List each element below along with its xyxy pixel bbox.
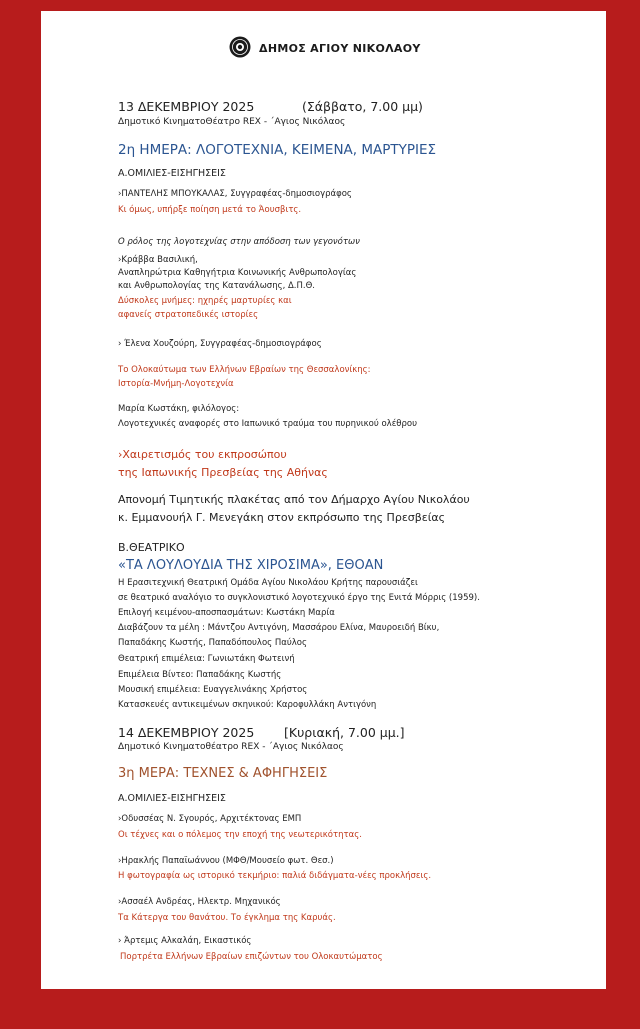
day1-greeting-line2: της Ιαπωνικής Πρεσβείας της Αθήνας <box>118 466 328 479</box>
day2-time: [Κυριακή, 7.00 μμ.] <box>284 725 405 740</box>
play-detail-line: Επιλογή κειμένου-αποσπασμάτων: Κωστάκη Μαρία <box>118 608 335 618</box>
day1-talk2-line1: Δύσκολες μνήμες: ηχηρές μαρτυρίες και <box>118 296 292 306</box>
play-detail-line: Επιμέλεια Βίντεο: Παπαδάκης Κωστής <box>118 670 282 680</box>
play-detail-line: Η Ερασιτεχνική Θεατρική Ομάδα Αγίου Νικολάου Κρήτης παρουσιάζει <box>118 578 418 588</box>
day1-time: (Σάββατο, 7.00 μμ) <box>302 99 423 114</box>
day2-date: 14 ΔΕΚΕΜΒΡΙΟΥ 2025 <box>118 725 255 740</box>
day1-venue: Δημοτικό ΚινηματοΘέατρο REX - ΄Αγιος Νικόλαος <box>118 117 346 127</box>
day1-talk3-line2: Ιστορία-Μνήμη-Λογοτεχνία <box>118 379 234 389</box>
day2-speaker1: ›Οδυσσέας Ν. Σγουρός, Αρχιτέκτονας ΕΜΠ <box>118 814 302 824</box>
play-detail-line: Μουσική επιμέλεια: Ευαγγελινάκης Χρήστος <box>118 685 308 695</box>
day1-greeting-line1: ›Χαιρετισμός του εκπροσώπου <box>118 448 287 461</box>
municipality-logo-icon <box>229 36 251 58</box>
day1-date: 13 ΔΕΚΕΜΒΡΙΟΥ 2025 <box>118 99 255 114</box>
day1-speaker2-role2: και Ανθρωπολογίας της Κατανάλωσης, Δ.Π.Θ. <box>118 281 315 291</box>
day2-talk4: Πορτρέτα Ελλήνων Εβραίων επιζώντων του Ολοκαυτώματος <box>120 952 383 962</box>
day1-speaker1: ›ΠΑΝΤΕΛΗΣ ΜΠΟΥΚΑΛΑΣ, Συγγραφέας-δημοσιογράφος <box>118 189 352 199</box>
day1-speaker4: Μαρία Κωστάκη, φιλόλογος: <box>118 404 240 414</box>
day1-award-line2: κ. Εμμανουήλ Γ. Μενεγάκη στον εκπρόσωπο της Πρεσβείας <box>118 511 446 524</box>
day2-venue: Δημοτικό Κινηματοθέατρο REX - ΄Αγιος Νικόλαος <box>118 742 344 752</box>
day1-award-line1: Απονομή Τιμητικής πλακέτας από τον Δήμαρχο Αγίου Νικολάου <box>118 493 470 506</box>
day2-section-a: Α.ΟΜΙΛΙΕΣ-ΕΙΣΗΓΗΣΕΙΣ <box>118 793 226 804</box>
day1-play-title: «ΤΑ ΛΟΥΛΟΥΔΙΑ ΤΗΣ ΧΙΡΟΣΙΜΑ», ΕΘΟΑΝ <box>118 558 384 573</box>
play-detail-line: Παπαδάκης Κωστής, Παπαδόπουλος Παύλος <box>118 638 307 648</box>
day1-talk4: Λογοτεχνικές αναφορές στο Ιαπωνικό τραύμα του πυρηνικού ολέθρου <box>118 419 418 429</box>
play-detail-line: σε θεατρικό αναλόγιο το συγκλονιστικό λογοτεχνικό έργο της Ενιτά Μόρρις (1959). <box>118 593 480 603</box>
program-page <box>41 11 606 989</box>
day1-talk2-line2: αφανείς στρατοπεδικές ιστορίες <box>118 310 259 320</box>
day1-talk3-line1: Το Ολοκαύτωμα των Ελλήνων Εβραίων της Θεσσαλονίκης: <box>118 365 371 375</box>
day1-talk1: Κι όμως, υπήρξε ποίηση μετά το Άουσβιτς. <box>118 205 302 215</box>
day1-speaker2-role1: Αναπληρώτρια Καθηγήτρια Κοινωνικής Ανθρωπολογίας <box>118 268 357 278</box>
day2-theme: 3η ΜΕΡΑ: ΤΕΧΝΕΣ & ΑΦΗΓΗΣΕΙΣ <box>118 766 328 781</box>
day2-speaker3: ›Ασσαέλ Ανδρέας, Ηλεκτρ. Μηχανικός <box>118 897 281 907</box>
day2-talk3: Τα Κάτεργα του θανάτου. Το έγκλημα της Καρυάς. <box>118 913 336 923</box>
play-detail-line: Κατασκευές αντικειμένων σκηνικού: Καροφυλλάκη Αντιγόνη <box>118 700 377 710</box>
municipality-name: ΔΗΜΟΣ ΑΓΙΟΥ ΝΙΚΟΛΑΟΥ <box>259 42 421 55</box>
day2-speaker2: ›Ηρακλής Παπαϊωάννου (ΜΦΘ/Μουσείο φωτ. Θεσ.) <box>118 856 334 866</box>
day1-speaker3: › Έλενα Χουζούρη, Συγγραφέας-δημοσιογράφος <box>118 339 322 349</box>
day1-section-b: Β.ΘΕΑΤΡΙΚΟ <box>118 541 185 554</box>
day1-subtheme: Ο ρόλος της λογοτεχνίας στην απόδοση των γεγονότων <box>118 237 360 247</box>
day1-theme: 2η ΗΜΕΡΑ: ΛΟΓΟΤΕΧΝΙΑ, ΚΕΙΜΕΝΑ, ΜΑΡΤΥΡΙΕΣ <box>118 142 437 158</box>
play-detail-line: Διαβάζουν τα μέλη : Μάντζου Αντιγόνη, Μασσάρου Ελίνα, Μαυροειδή Βίκυ, <box>118 623 440 633</box>
day1-speaker2-name: ›Κράββα Βασιλική, <box>118 255 198 265</box>
day2-speaker4: › Άρτεμις Αλκαλάη, Εικαστικός <box>118 936 252 946</box>
day2-talk2: Η φωτογραφία ως ιστορικό τεκμήριο: παλιά διδάγματα-νέες προκλήσεις. <box>118 871 432 881</box>
day2-talk1: Οι τέχνες και ο πόλεμος την εποχή της νεωτερικότητας. <box>118 830 362 840</box>
play-detail-line: Θεατρική επιμέλεια: Γωνιωτάκη Φωτεινή <box>118 654 295 664</box>
day1-section-a: Α.ΟΜΙΛΙΕΣ-ΕΙΣΗΓΗΣΕΙΣ <box>118 168 226 179</box>
